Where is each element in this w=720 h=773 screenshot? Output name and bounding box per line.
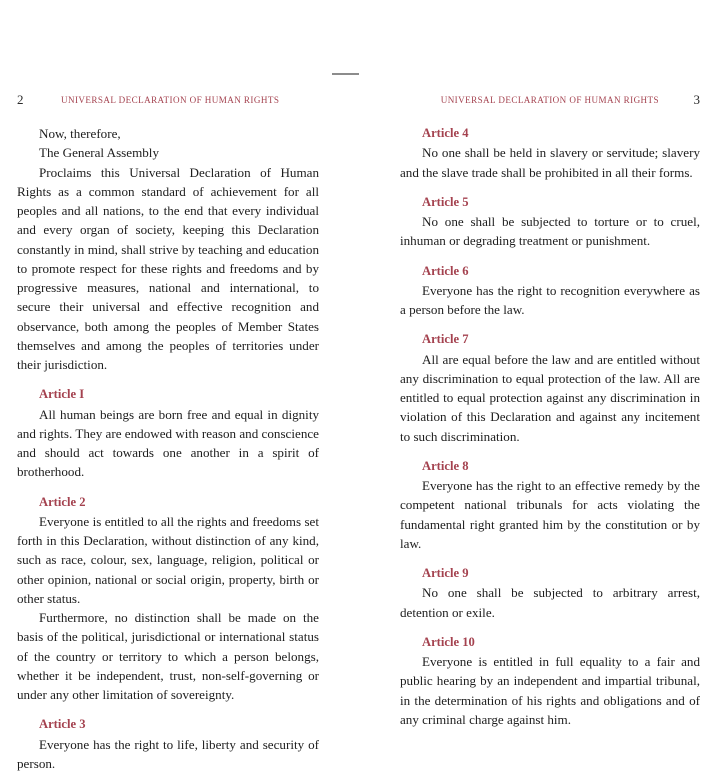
article-paragraph: Everyone has the right to an effective remedy by the competent national tribunals for acts violating the fundamental right granted him by the constitution or by law. bbox=[400, 476, 700, 553]
article-heading: Article 6 bbox=[400, 262, 700, 281]
running-head-right bbox=[400, 92, 700, 112]
running-head-title-right: UNIVERSAL DECLARATION OF HUMAN RIGHTS bbox=[441, 94, 659, 106]
proclaims-paragraph: Proclaims this Universal Declaration of Human Rights as a common standard of achievement for all peoples and all nations, to the end that every individual and every organ of society, keeping this Declaration constantly in mind, shall strive by teaching and education to promote respect for these rights and freedoms and by progressive measures, national and international, to secure their universal and effective recognition and observance, both among the peoples of Member States themselves and among the peoples of territories under their jurisdiction. bbox=[17, 163, 319, 375]
page-left bbox=[17, 92, 319, 773]
article-heading: Article 3 bbox=[17, 715, 319, 734]
spacer bbox=[400, 446, 700, 457]
article-paragraph: Everyone is entitled to all the rights and freedoms set forth in this Declaration, without distinction of any kind, such as race, colour, sex, language, religion, political or other opinion, national or social origin, property, birth or other status. bbox=[17, 512, 319, 608]
article-heading: Article I bbox=[17, 385, 319, 404]
article-paragraph: Everyone has the right to recognition everywhere as a person before the law. bbox=[400, 281, 700, 320]
article-heading: Article 7 bbox=[400, 330, 700, 349]
body-column-left bbox=[17, 124, 319, 773]
spacer bbox=[400, 553, 700, 564]
preamble-line: The General Assembly bbox=[17, 143, 319, 162]
article-paragraph: Furthermore, no distinction shall be made on the basis of the political, jurisdictional or international status of the country or territory to which a person belongs, whether it be independent, trust, non-self-governing or under any other limitation of sovereignty. bbox=[17, 608, 319, 704]
folio-left: 2 bbox=[17, 92, 24, 107]
article-paragraph: Everyone has the right to life, liberty and security of person. bbox=[17, 735, 319, 773]
article-paragraph: Everyone is entitled in full equality to a fair and public hearing by an independent and impartial tribunal, in the determination of his rights and obligations and of any criminal charge against him. bbox=[400, 652, 700, 729]
article-heading: Article 5 bbox=[400, 193, 700, 212]
article-heading: Article 4 bbox=[400, 124, 700, 143]
article-paragraph: No one shall be held in slavery or servitude; slavery and the slave trade shall be prohibited in all their forms. bbox=[400, 143, 700, 182]
spacer bbox=[17, 482, 319, 493]
article-heading: Article 2 bbox=[17, 493, 319, 512]
running-head-title-left: UNIVERSAL DECLARATION OF HUMAN RIGHTS bbox=[61, 94, 279, 106]
article-paragraph: All are equal before the law and are entitled without any discrimination to equal protection of the law. All are entitled to equal protection against any discrimination in violation of this Declaration and against any incitement to such discrimination. bbox=[400, 350, 700, 446]
article-heading: Article 10 bbox=[400, 633, 700, 652]
spacer bbox=[400, 319, 700, 330]
body-column-right bbox=[400, 124, 700, 729]
article-heading: Article 9 bbox=[400, 564, 700, 583]
article-paragraph: All human beings are born free and equal in dignity and rights. They are endowed with reason and conscience and should act towards one another in a spirit of brotherhood. bbox=[17, 405, 319, 482]
page-right bbox=[400, 92, 700, 729]
spacer bbox=[400, 251, 700, 262]
running-head-left bbox=[17, 92, 319, 112]
article-paragraph: No one shall be subjected to torture or to cruel, inhuman or degrading treatment or punishment. bbox=[400, 212, 700, 251]
folio-right: 3 bbox=[694, 92, 701, 107]
article-paragraph: No one shall be subjected to arbitrary arrest, detention or exile. bbox=[400, 583, 700, 622]
spacer bbox=[400, 182, 700, 193]
spacer bbox=[17, 704, 319, 715]
preamble-block bbox=[17, 124, 319, 374]
article-heading: Article 8 bbox=[400, 457, 700, 476]
spacer bbox=[400, 622, 700, 633]
spacer bbox=[17, 374, 319, 385]
preamble-line: Now, therefore, bbox=[17, 124, 319, 143]
